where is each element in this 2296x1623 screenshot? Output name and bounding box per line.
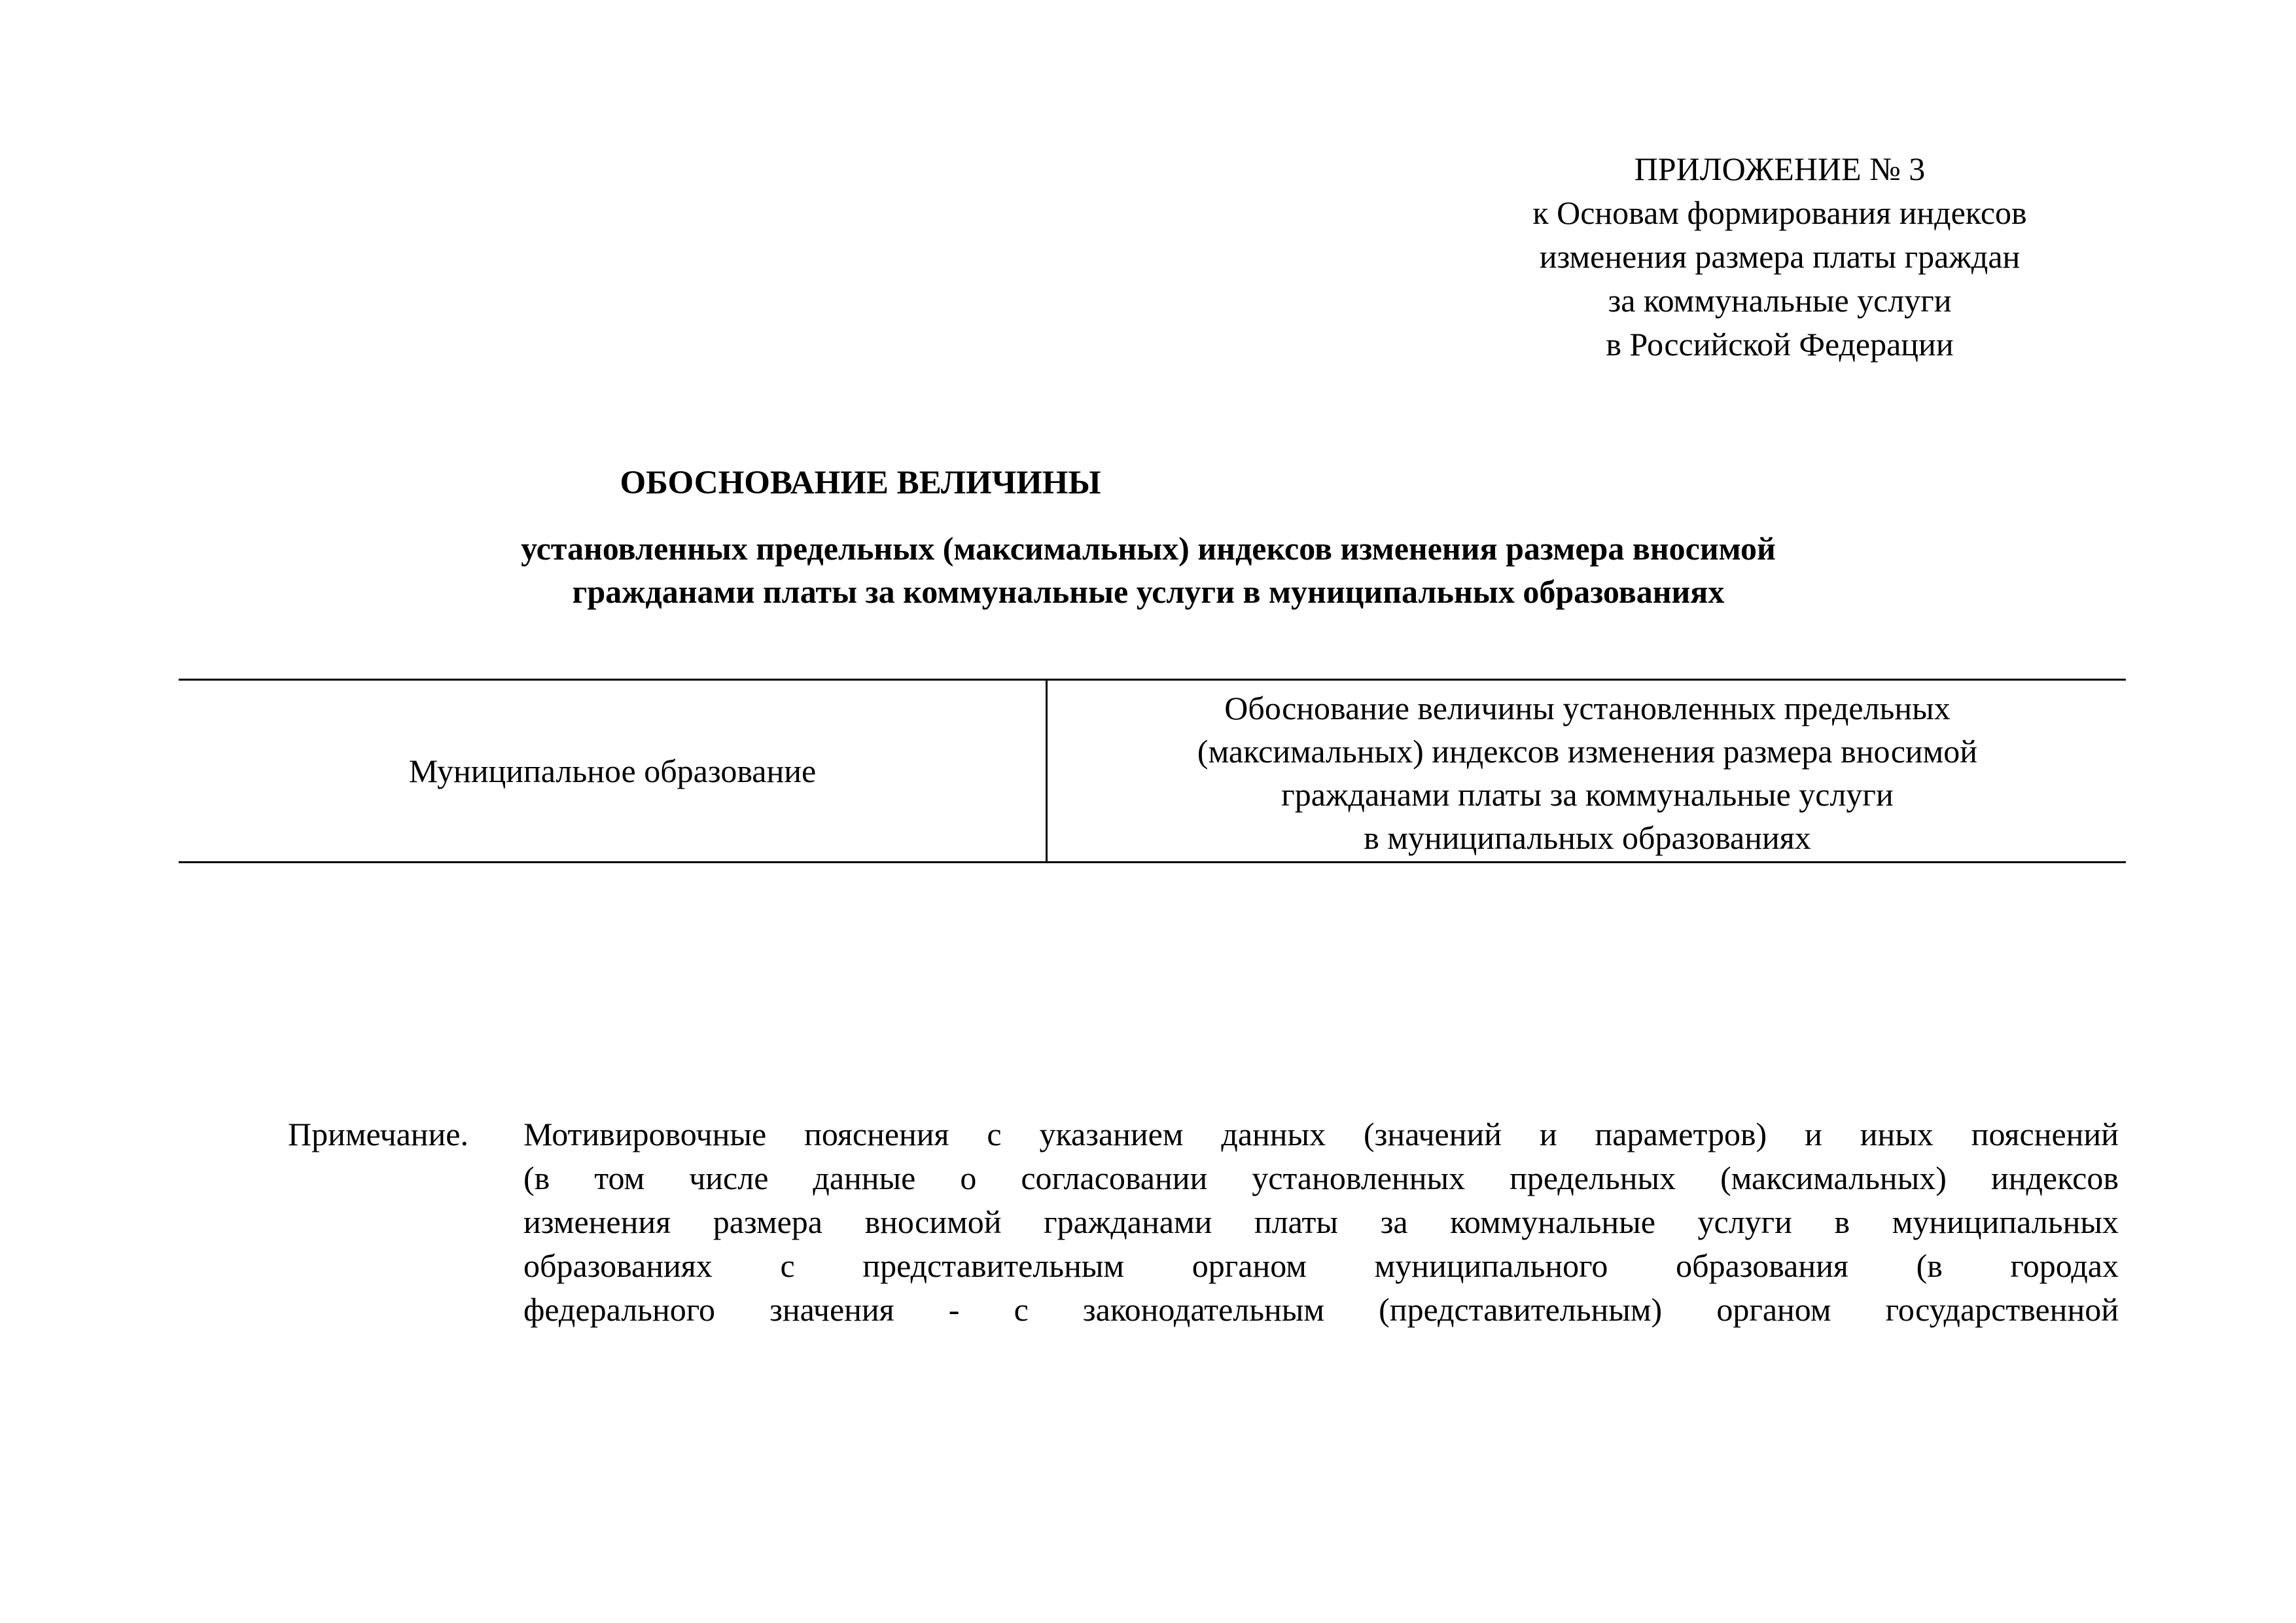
note-line bbox=[523, 1156, 2119, 1200]
note-word: указанием bbox=[1039, 1116, 1184, 1152]
note-word: образования bbox=[1676, 1247, 1848, 1284]
subtitle-line: установленных предельных (максимальных) индексов изменения размера вносимой bbox=[521, 530, 1776, 567]
subtitle-line: гражданами платы за коммунальные услуги в муниципальных образованиях bbox=[572, 573, 1725, 610]
note-word: с bbox=[780, 1247, 795, 1284]
appendix-line: ПРИЛОЖЕНИЕ № 3 bbox=[1634, 151, 1926, 187]
appendix-line: в Российской Федерации bbox=[1606, 326, 1954, 363]
note-word: предельных bbox=[1510, 1160, 1676, 1196]
note-word: гражданами bbox=[1044, 1204, 1212, 1240]
note-word: муниципального bbox=[1374, 1247, 1608, 1284]
note-word: образованиях bbox=[523, 1247, 713, 1284]
note-word: муниципальных bbox=[1892, 1204, 2119, 1240]
note-word: федерального bbox=[523, 1291, 715, 1328]
appendix-line: к Основам формирования индексов bbox=[1532, 194, 2027, 231]
document-title: ОБОСНОВАНИЕ ВЕЛИЧИНЫ bbox=[620, 465, 1101, 501]
note-line bbox=[523, 1200, 2119, 1244]
note-word: пояснения bbox=[804, 1116, 949, 1152]
note-word: изменения bbox=[523, 1204, 671, 1240]
note-word: и bbox=[1539, 1116, 1557, 1152]
note-word: (в bbox=[523, 1160, 550, 1196]
header-justification-line: Обоснование величины установленных предельных bbox=[1224, 690, 1951, 726]
note-word: размера bbox=[713, 1204, 822, 1240]
note-word: городах bbox=[2010, 1247, 2119, 1284]
header-municipality: Муниципальное образование bbox=[408, 753, 817, 789]
appendix-line: изменения размера платы граждан bbox=[1539, 238, 2021, 275]
note-word: законодательным bbox=[1082, 1291, 1325, 1328]
note-word: с bbox=[1014, 1291, 1029, 1328]
note-word: параметров) bbox=[1595, 1116, 1767, 1152]
note-word: пояснений bbox=[1971, 1116, 2119, 1152]
note-word: органом bbox=[1716, 1291, 1831, 1328]
justification-table bbox=[179, 679, 2126, 863]
note-word: (значений bbox=[1364, 1116, 1502, 1152]
header-justification bbox=[1049, 687, 2126, 859]
note-word: органом bbox=[1192, 1247, 1307, 1284]
note-line bbox=[523, 1244, 2119, 1288]
note-word: (в bbox=[1916, 1247, 1943, 1284]
note-body bbox=[523, 1113, 2119, 1332]
note-word: Мотивировочные bbox=[523, 1116, 767, 1152]
note-label: Примечание. bbox=[288, 1116, 469, 1152]
note-word: (представительным) bbox=[1379, 1291, 1663, 1328]
note-word: о bbox=[960, 1160, 977, 1196]
note-word: - bbox=[948, 1291, 960, 1328]
note-word: представительным bbox=[862, 1247, 1125, 1284]
note-word: индексов bbox=[1990, 1160, 2119, 1196]
header-justification-line: (максимальных) индексов изменения размера вносимой bbox=[1197, 733, 1978, 770]
note-word: установленных bbox=[1252, 1160, 1466, 1196]
note-word: за bbox=[1380, 1204, 1408, 1240]
note-word: иных bbox=[1860, 1116, 1934, 1152]
note-word: государственной bbox=[1885, 1291, 2119, 1328]
note-word: согласовании bbox=[1021, 1160, 1208, 1196]
note-word: значения bbox=[769, 1291, 894, 1328]
document-subtitle bbox=[0, 527, 2296, 613]
note-word: данных bbox=[1221, 1116, 1326, 1152]
note-word: в bbox=[1834, 1204, 1850, 1240]
note-word: вносимой bbox=[864, 1204, 1002, 1240]
note-line bbox=[523, 1288, 2119, 1332]
note-word: коммунальные bbox=[1450, 1204, 1655, 1240]
appendix-heading bbox=[1400, 147, 2159, 366]
header-justification-line: гражданами платы за коммунальные услуги bbox=[1281, 776, 1894, 813]
note-word: данные bbox=[813, 1160, 916, 1196]
note-word: числе bbox=[689, 1160, 769, 1196]
header-justification-line: в муниципальных образованиях bbox=[1364, 819, 1811, 856]
note-word: и bbox=[1805, 1116, 1822, 1152]
note-word: платы bbox=[1254, 1204, 1339, 1240]
note-word: том bbox=[594, 1160, 645, 1196]
note-word: (максимальных) bbox=[1720, 1160, 1947, 1196]
note-line bbox=[523, 1113, 2119, 1156]
note-word: с bbox=[987, 1116, 1002, 1152]
note-word: услуги bbox=[1697, 1204, 1792, 1240]
appendix-line: за коммунальные услуги bbox=[1608, 282, 1952, 319]
